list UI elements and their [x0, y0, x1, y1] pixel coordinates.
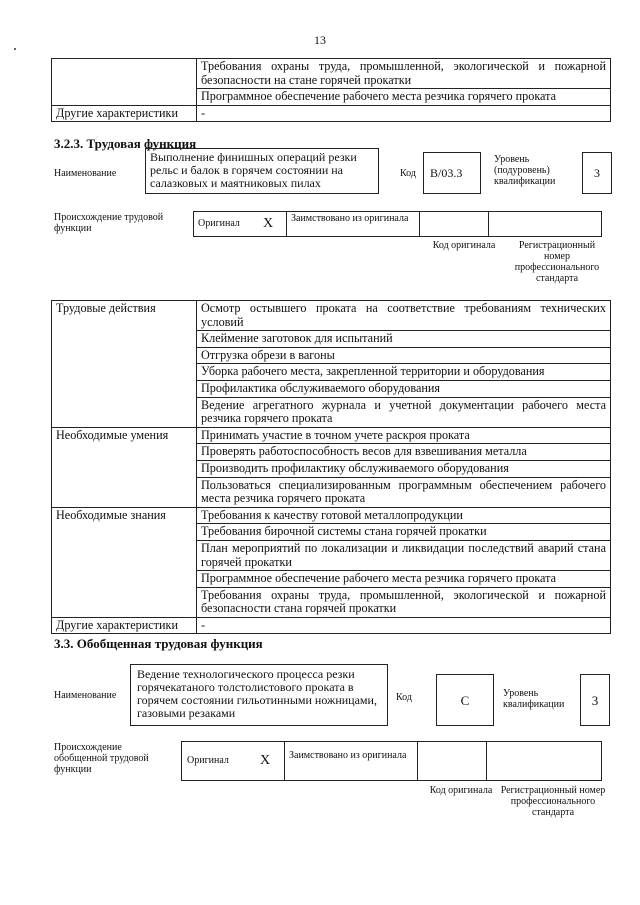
table-cell: Профилактика обслуживаемого оборудования: [197, 380, 611, 397]
reg-caption: Регистрационный номер профессионального стандарта: [500, 785, 606, 818]
group-label: Необходимые знания: [52, 507, 197, 617]
main-table: [51, 300, 611, 634]
top-table-cell: Программное обеспечение рабочего места резчика горячего проката: [197, 89, 611, 106]
borrowed-label: Заимствовано из оригинала: [287, 212, 420, 237]
top-table-cell: -: [197, 105, 611, 122]
level-label: Уровень квалификации: [503, 688, 565, 710]
reg-caption: Регистрационный номер профессионального стандарта: [514, 240, 600, 284]
table-cell: Осмотр остывшего проката на соответствие требованиям технических условий: [197, 301, 611, 331]
page-number: 13: [314, 33, 326, 47]
scan-dot: [14, 48, 16, 50]
table-cell: -: [197, 617, 611, 634]
group-label: Другие характеристики: [52, 617, 197, 634]
top-table-empty-label: [52, 59, 197, 106]
table-cell: Проверять работоспособность весов для взвешивания металла: [197, 444, 611, 461]
reg-number-cell: [489, 212, 602, 237]
name-label: Наименование: [54, 168, 117, 179]
level-value-box: 3: [582, 152, 612, 194]
level-value-box: 3: [580, 674, 610, 726]
top-table-cell: Требования охраны труда, промышленной, экологической и пожарной безопасности на стане горячей прокатки: [197, 59, 611, 89]
table-cell: Принимать участие в точном учете раскроя проката: [197, 427, 611, 444]
section-heading: 3.2.3. Трудовая функция: [54, 136, 197, 151]
table-cell: Программное обеспечение рабочего места резчика горячего проката: [197, 571, 611, 588]
code-orig-caption: Код оригинала: [429, 785, 493, 796]
code-orig-cell: [420, 212, 489, 237]
code-label: Код: [400, 168, 416, 179]
table-cell: Пользоваться специализированным программным обеспечением рабочего места резчика горячего проката: [197, 477, 611, 507]
code-value-box: B/03.3: [423, 152, 481, 194]
original-mark: X: [250, 212, 287, 237]
table-cell: Клеймение заготовок для испытаний: [197, 331, 611, 348]
level-label: Уровень (подуровень) квалификации: [494, 154, 556, 187]
group-label: Трудовые действия: [52, 301, 197, 428]
name-label: Наименование: [54, 690, 117, 701]
table-cell: Отгрузка обрези в вагоны: [197, 347, 611, 364]
table-cell: Требования охраны труда, промышленной, экологической и пожарной безопасности стана горячей прокатки: [197, 587, 611, 617]
original-label: Оригинал: [194, 212, 251, 237]
top-table: [51, 58, 611, 122]
origin-label: Происхождение обобщенной трудовой функции: [54, 742, 149, 775]
section-heading: 3.3. Обобщенная трудовая функция: [54, 636, 263, 651]
original-mark: X: [246, 742, 285, 781]
table-cell: Уборка рабочего места, закрепленной территории и оборудования: [197, 364, 611, 381]
code-label: Код: [396, 692, 412, 703]
group-label: Необходимые умения: [52, 427, 197, 507]
code-orig-cell: [418, 742, 487, 781]
table-cell: Требования к качеству готовой металлопродукции: [197, 507, 611, 524]
origin-table: [181, 741, 602, 781]
code-orig-caption: Код оригинала: [432, 240, 496, 251]
function-name-box: Выполнение финишных операций резки рельс и балок в горячем состоянии на салазковых и маятниковых пилах: [145, 148, 379, 194]
origin-label: Происхождение трудовой функции: [54, 212, 164, 234]
function-name-box: Ведение технологического процесса резки горячекатаного толстолистового проката в горячем состоянии гильотинными ножницами, газовыми резаками: [130, 664, 388, 726]
top-table-label: Другие характеристики: [52, 105, 197, 122]
code-value-box: C: [436, 674, 494, 726]
table-cell: План мероприятий по локализации и ликвидации последствий аварий стана горячей прокатки: [197, 540, 611, 570]
table-cell: Требования бирочной системы стана горячей прокатки: [197, 524, 611, 541]
table-cell: Производить профилактику обслуживаемого оборудования: [197, 460, 611, 477]
reg-number-cell: [487, 742, 602, 781]
original-label: Оригинал: [182, 742, 247, 781]
table-cell: Ведение агрегатного журнала и учетной документации рабочего места резчика горячего проката: [197, 397, 611, 427]
borrowed-label: Заимствовано из оригинала: [285, 742, 418, 781]
origin-table: [193, 211, 602, 237]
